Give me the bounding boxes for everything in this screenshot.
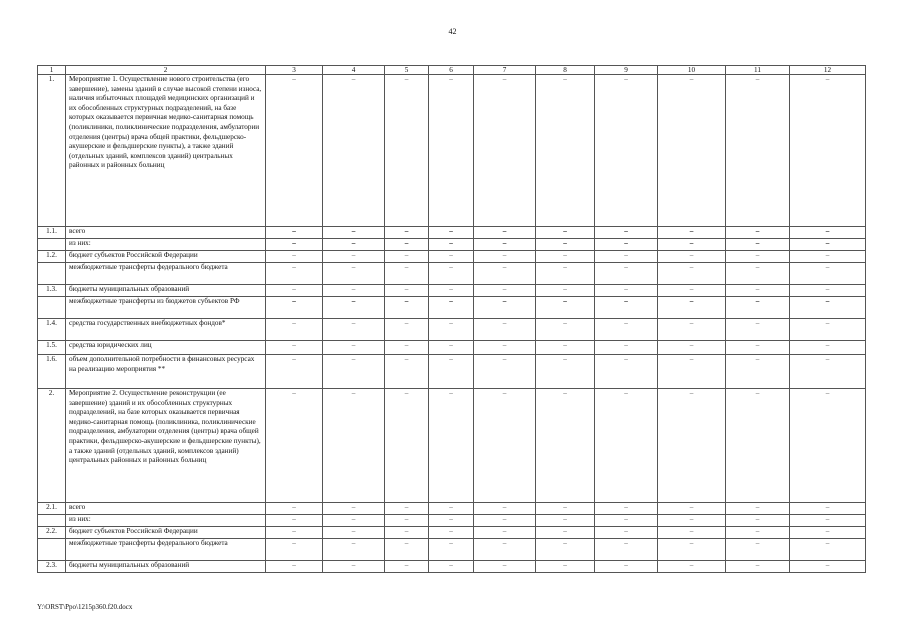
value-cell: – [323, 319, 385, 341]
column-header: 10 [658, 66, 726, 75]
value-cell: – [726, 527, 790, 539]
financing-table [37, 65, 866, 573]
row-number: 1. [38, 75, 66, 227]
value-cell: – [658, 297, 726, 319]
value-cell: – [474, 227, 536, 239]
value-cell: – [536, 389, 595, 503]
value-cell: – [429, 319, 474, 341]
value-cell: – [266, 319, 323, 341]
value-cell: – [726, 227, 790, 239]
value-cell: – [429, 341, 474, 355]
row-number: 2.3. [38, 561, 66, 573]
value-cell: – [429, 561, 474, 573]
value-cell: – [474, 539, 536, 561]
value-cell: – [474, 297, 536, 319]
value-cell: – [323, 227, 385, 239]
value-cell: – [385, 297, 429, 319]
value-cell: – [266, 285, 323, 297]
value-cell: – [266, 239, 323, 251]
file-path-footer: Y:\ORST\Ppo\1215p360.f20.docx [37, 603, 133, 611]
value-cell: – [536, 503, 595, 515]
value-cell: – [790, 389, 866, 503]
row-number [38, 239, 66, 251]
value-cell: – [429, 503, 474, 515]
value-cell: – [790, 227, 866, 239]
value-cell: – [726, 239, 790, 251]
value-cell: – [595, 239, 658, 251]
value-cell: – [536, 515, 595, 527]
value-cell: – [595, 227, 658, 239]
row-number [38, 263, 66, 285]
value-cell: – [595, 251, 658, 263]
column-header: 5 [385, 66, 429, 75]
value-cell: – [429, 227, 474, 239]
column-header: 9 [595, 66, 658, 75]
value-cell: – [266, 341, 323, 355]
row-number [38, 539, 66, 561]
value-cell: – [536, 319, 595, 341]
value-cell: – [658, 319, 726, 341]
value-cell: – [658, 75, 726, 227]
value-cell: – [536, 75, 595, 227]
row-label: всего [66, 227, 266, 239]
value-cell: – [595, 539, 658, 561]
table-row [38, 319, 866, 341]
value-cell: – [726, 539, 790, 561]
value-cell: – [474, 251, 536, 263]
value-cell: – [385, 515, 429, 527]
value-cell: – [595, 561, 658, 573]
column-header: 7 [474, 66, 536, 75]
row-label: межбюджетные трансферты из бюджетов субъектов РФ [66, 297, 266, 319]
row-number: 2. [38, 389, 66, 503]
row-label: бюджеты муниципальных образований [66, 285, 266, 297]
value-cell: – [658, 561, 726, 573]
row-label: Мероприятие 2. Осуществление реконструкции (ее завершение) зданий и их обособленных структурных подразделений, на базе которых оказывается первичная медико-санитарная помощь (поликлиника, поликлинические подразделения, амбулатории отделения (центры) врача общей практики, фельдшерско-акушерские и фельдшерские пункты), а также зданий (отдельных зданий, комплексов зданий) центральных районных и районных больниц [66, 389, 266, 503]
value-cell: – [726, 263, 790, 285]
value-cell: – [385, 75, 429, 227]
row-number: 1.6. [38, 355, 66, 389]
row-label: Мероприятие 1. Осуществление нового строительства (его завершение), замены зданий в случае высокой степени износа, наличия избыточных площадей медицинских организаций и их обособленных структурных подразделений, на базе которых оказывается первичная медико-санитарная помощь (поликлиники, поликлинические подразделения, амбулатории отделения (центры) врача общей практики, фельдшерско-акушерские и фельдшерские пункты), а также зданий (отдельных зданий, комплексов зданий) центральных районных и районных больниц [66, 75, 266, 227]
value-cell: – [429, 355, 474, 389]
row-number [38, 297, 66, 319]
table-row [38, 503, 866, 515]
value-cell: – [790, 561, 866, 573]
value-cell: – [726, 515, 790, 527]
table-row [38, 561, 866, 573]
value-cell: – [536, 263, 595, 285]
row-label: из них: [66, 515, 266, 527]
value-cell: – [323, 251, 385, 263]
column-header: 4 [323, 66, 385, 75]
value-cell: – [536, 539, 595, 561]
table-row [38, 239, 866, 251]
value-cell: – [658, 227, 726, 239]
value-cell: – [385, 319, 429, 341]
value-cell: – [474, 263, 536, 285]
value-cell: – [429, 515, 474, 527]
value-cell: – [595, 527, 658, 539]
table-row [38, 341, 866, 355]
value-cell: – [658, 503, 726, 515]
column-header: 8 [536, 66, 595, 75]
value-cell: – [726, 503, 790, 515]
value-cell: – [266, 263, 323, 285]
row-label: из них: [66, 239, 266, 251]
row-label: бюджет субъектов Российской Федерации [66, 527, 266, 539]
row-label: средства юридических лиц [66, 341, 266, 355]
value-cell: – [385, 227, 429, 239]
column-header: 1 [38, 66, 66, 75]
column-header: 6 [429, 66, 474, 75]
value-cell: – [474, 515, 536, 527]
value-cell: – [385, 539, 429, 561]
value-cell: – [323, 297, 385, 319]
table-row [38, 527, 866, 539]
row-label: межбюджетные трансферты федерального бюджета [66, 539, 266, 561]
value-cell: – [429, 75, 474, 227]
value-cell: – [658, 341, 726, 355]
value-cell: – [323, 561, 385, 573]
value-cell: – [536, 227, 595, 239]
table-row [38, 285, 866, 297]
value-cell: – [536, 561, 595, 573]
row-number: 1.2. [38, 251, 66, 263]
row-label: межбюджетные трансферты федерального бюджета [66, 263, 266, 285]
value-cell: – [790, 319, 866, 341]
table-row [38, 251, 866, 263]
table-row [38, 263, 866, 285]
value-cell: – [266, 539, 323, 561]
value-cell: – [429, 239, 474, 251]
table-row [38, 515, 866, 527]
column-header: 12 [790, 66, 866, 75]
value-cell: – [323, 503, 385, 515]
value-cell: – [323, 527, 385, 539]
value-cell: – [385, 355, 429, 389]
value-cell: – [658, 239, 726, 251]
value-cell: – [536, 251, 595, 263]
value-cell: – [385, 285, 429, 297]
value-cell: – [595, 297, 658, 319]
value-cell: – [323, 539, 385, 561]
row-label: объем дополнительной потребности в финансовых ресурсах на реализацию мероприятия ** [66, 355, 266, 389]
value-cell: – [266, 355, 323, 389]
value-cell: – [474, 239, 536, 251]
value-cell: – [266, 515, 323, 527]
table-row [38, 75, 866, 227]
value-cell: – [429, 539, 474, 561]
value-cell: – [385, 389, 429, 503]
value-cell: – [385, 527, 429, 539]
value-cell: – [536, 341, 595, 355]
value-cell: – [536, 285, 595, 297]
row-number: 1.3. [38, 285, 66, 297]
column-header: 11 [726, 66, 790, 75]
value-cell: – [595, 389, 658, 503]
row-number [38, 515, 66, 527]
value-cell: – [726, 285, 790, 297]
value-cell: – [536, 355, 595, 389]
value-cell: – [323, 389, 385, 503]
value-cell: – [595, 503, 658, 515]
value-cell: – [726, 251, 790, 263]
row-number: 1.5. [38, 341, 66, 355]
value-cell: – [385, 561, 429, 573]
value-cell: – [323, 75, 385, 227]
value-cell: – [726, 389, 790, 503]
value-cell: – [385, 239, 429, 251]
table-row [38, 389, 866, 503]
value-cell: – [266, 297, 323, 319]
value-cell: – [726, 75, 790, 227]
value-cell: – [323, 263, 385, 285]
value-cell: – [323, 355, 385, 389]
value-cell: – [474, 561, 536, 573]
value-cell: – [790, 75, 866, 227]
value-cell: – [658, 263, 726, 285]
value-cell: – [790, 503, 866, 515]
value-cell: – [595, 263, 658, 285]
value-cell: – [536, 297, 595, 319]
value-cell: – [429, 389, 474, 503]
table-row [38, 539, 866, 561]
row-label: бюджет субъектов Российской Федерации [66, 251, 266, 263]
row-number: 2.2. [38, 527, 66, 539]
value-cell: – [790, 341, 866, 355]
column-header: 2 [66, 66, 266, 75]
value-cell: – [323, 515, 385, 527]
value-cell: – [595, 285, 658, 297]
row-label: всего [66, 503, 266, 515]
value-cell: – [726, 355, 790, 389]
value-cell: – [790, 239, 866, 251]
value-cell: – [790, 263, 866, 285]
value-cell: – [595, 515, 658, 527]
value-cell: – [595, 75, 658, 227]
value-cell: – [726, 341, 790, 355]
value-cell: – [726, 319, 790, 341]
value-cell: – [474, 389, 536, 503]
value-cell: – [474, 319, 536, 341]
value-cell: – [323, 239, 385, 251]
value-cell: – [429, 285, 474, 297]
value-cell: – [474, 527, 536, 539]
row-number: 1.1. [38, 227, 66, 239]
value-cell: – [658, 389, 726, 503]
value-cell: – [658, 355, 726, 389]
value-cell: – [658, 251, 726, 263]
value-cell: – [429, 297, 474, 319]
value-cell: – [266, 251, 323, 263]
value-cell: – [790, 285, 866, 297]
header-row [38, 66, 866, 75]
value-cell: – [385, 263, 429, 285]
value-cell: – [385, 341, 429, 355]
value-cell: – [266, 389, 323, 503]
value-cell: – [790, 527, 866, 539]
page-number: 42 [448, 27, 457, 36]
table-row [38, 355, 866, 389]
value-cell: – [474, 503, 536, 515]
value-cell: – [658, 527, 726, 539]
row-label: бюджеты муниципальных образований [66, 561, 266, 573]
value-cell: – [658, 539, 726, 561]
value-cell: – [385, 503, 429, 515]
value-cell: – [266, 527, 323, 539]
value-cell: – [726, 561, 790, 573]
value-cell: – [323, 285, 385, 297]
row-label: средства государственных внебюджетных фондов* [66, 319, 266, 341]
value-cell: – [266, 227, 323, 239]
value-cell: – [429, 527, 474, 539]
value-cell: – [385, 251, 429, 263]
value-cell: – [323, 341, 385, 355]
value-cell: – [790, 515, 866, 527]
value-cell: – [536, 527, 595, 539]
value-cell: – [474, 285, 536, 297]
column-header: 3 [266, 66, 323, 75]
value-cell: – [474, 75, 536, 227]
table-row [38, 227, 866, 239]
value-cell: – [790, 251, 866, 263]
value-cell: – [790, 297, 866, 319]
value-cell: – [658, 515, 726, 527]
value-cell: – [658, 285, 726, 297]
value-cell: – [595, 341, 658, 355]
value-cell: – [266, 503, 323, 515]
value-cell: – [429, 263, 474, 285]
row-number: 2.1. [38, 503, 66, 515]
value-cell: – [474, 341, 536, 355]
value-cell: – [790, 539, 866, 561]
value-cell: – [790, 355, 866, 389]
value-cell: – [536, 239, 595, 251]
value-cell: – [474, 355, 536, 389]
value-cell: – [429, 251, 474, 263]
row-number: 1.4. [38, 319, 66, 341]
value-cell: – [726, 297, 790, 319]
table-row [38, 297, 866, 319]
value-cell: – [595, 319, 658, 341]
value-cell: – [266, 75, 323, 227]
value-cell: – [266, 561, 323, 573]
value-cell: – [595, 355, 658, 389]
